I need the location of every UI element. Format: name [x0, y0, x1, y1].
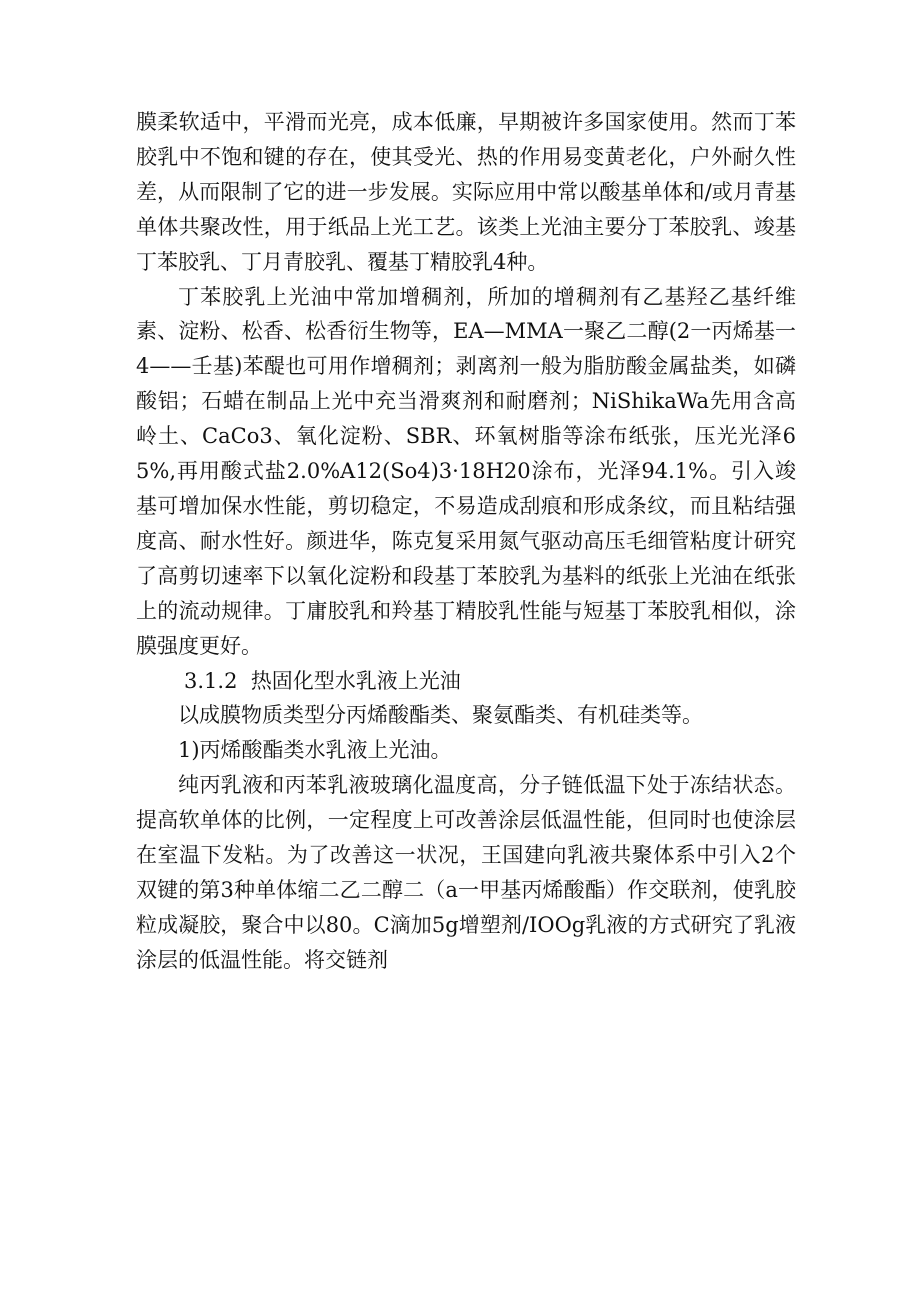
body-paragraph-1: 膜柔软适中，平滑而光亮，成本低廉，早期被许多国家使用。然而丁苯胶乳中不饱和键的存在，使其受光、热的作用易变黄老化，户外耐久性差，从而限制了它的进一步发展。实际应用中常以酸基单体和/或月青基单体共聚改性，用于纸品上光工艺。该类上光油主要分丁苯胶乳、竣基丁苯胶乳、丁月青胶乳、覆基丁精胶乳4种。 — [136, 110, 796, 274]
body-paragraph-4: 纯丙乳液和丙苯乳液玻璃化温度高，分子链低温下处于冻结状态。提高软单体的比例，一定程度上可改善涂层低温性能，但同时也使涂层在室温下发粘。为了改善这一状况，王国建向乳液共聚体系中引入2个双键的第3种单体缩二乙二醇二（a一甲基丙烯酸酯）作交联剂，使乳胶粒成凝胶，聚合中以80。C滴加5g增塑剂/IOOg乳液的方式研究了乳液涂层的低温性能。将交链剂 — [136, 773, 796, 972]
document-page — [136, 105, 796, 978]
body-paragraph-3: 以成膜物质类型分丙烯酸酯类、聚氨酯类、有机硅类等。 — [178, 703, 703, 728]
list-item-acrylate: 1)丙烯酸酯类水乳液上光油。 — [178, 738, 452, 763]
section-heading-3-1-2: 3.1.2 热固化型水乳液上光油 — [184, 668, 461, 693]
body-paragraph-2: 丁苯胶乳上光油中常加增稠剂，所加的增稠剂有乙基羟乙基纤维素、淀粉、松香、松香衍生物等，EA—MMA一聚乙二醇(2一丙烯基一4——壬基)苯醍也可用作增稠剂；剥离剂一般为脂肪酸金属盐类，如磷酸铝；石蜡在制品上光中充当滑爽剂和耐磨剂；NiShikaWa先用含高岭土、CaCo3、氧化淀粉、SBR、环氧树脂等涂布纸张，压光光泽65%,再用酸式盐2.0%A12(So4)3·18H20涂布，光泽94.1%。引入竣基可增加保水性能，剪切稳定，不易造成刮痕和形成条纹，而且粘结强度高、耐水性好。颜进华，陈克复采用氮气驱动高压毛细管粘度计研究了高剪切速率下以氧化淀粉和段基丁苯胶乳为基料的纸张上光油在纸张上的流动规律。丁庸胶乳和羚基丁精胶乳性能与短基丁苯胶乳相似，涂膜强度更好。 — [136, 284, 796, 658]
